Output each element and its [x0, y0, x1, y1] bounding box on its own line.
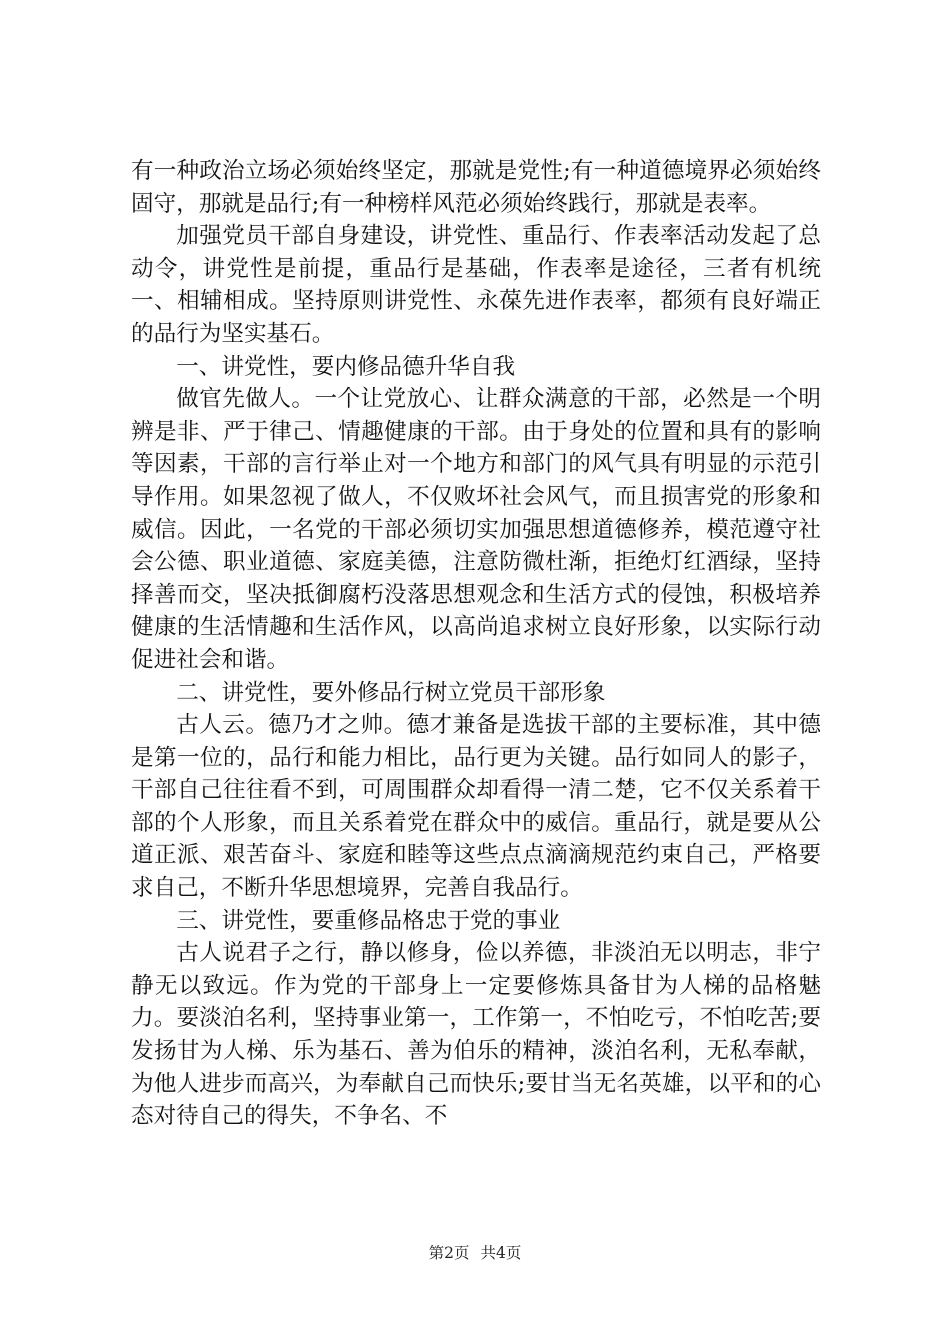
section-heading-1: 一、讲党性，要内修品德升华自我: [176, 353, 516, 380]
paragraph-section-1: 做官先做人。一个让党放心、让群众满意的干部，必然是一个明辨是非、严于律己、情趣健康的干部。由于身处的位置和具有的影响等因素，干部的言行举止对一个地方和部门的风气具有明显的示范引导作用。如果忽视了做人，不仅败坏社会风气，而且损害党的形象和威信。因此，一名党的干部必须切实加强思想道德修养，模范遵守社会公德、职业道德、家庭美德，注意防微杜渐，拒绝灯红酒绿，坚持择善而交，坚决抵御腐朽没落思想观念和生活方式的侵蚀，积极培养健康的生活情趣和生活作风，以高尚追求树立良好形象，以实际行动促进社会和谐。: [131, 386, 821, 673]
paragraph-section-2: 古人云。德乃才之帅。德才兼备是选拔干部的主要标准，其中德是第一位的，品行和能力相比，品行更为关键。品行如同人的影子，干部自己往往看不到，可周围群众却看得一清二楚，它不仅关系着干部的个人形象，而且关系着党在群众中的威信。重品行，就是要从公道正派、艰苦奋斗、家庭和睦等这些点点滴滴规范约束自己，严格要求自己，不断升华思想境界，完善自我品行。: [131, 712, 821, 902]
paragraph-intro: 有一种政治立场必须始终坚定，那就是党性;有一种道德境界必须始终固守，那就是品行;有一种榜样风范必须始终践行，那就是表率。: [131, 158, 821, 217]
document-body: [131, 155, 821, 1133]
page-total: 共4页: [480, 1244, 522, 1262]
section-heading-2: 二、讲党性，要外修品行树立党员干部形象: [176, 679, 606, 706]
section-heading-3: 三、讲党性，要重修品格忠于党的事业: [176, 907, 561, 934]
page-footer: [0, 1241, 950, 1263]
paragraph-overview: 加强党员干部自身建设，讲党性、重品行、作表率活动发起了总动令，讲党性是前提，重品行是基础，作表率是途径，三者有机统一、相辅相成。坚持原则讲党性、永葆先进作表率，都须有良好端正的品行为坚实基石。: [131, 223, 821, 347]
page-number: 第2页: [428, 1244, 470, 1262]
paragraph-section-3: 古人说君子之行，静以修身，俭以养德，非淡泊无以明志，非宁静无以致远。作为党的干部身上一定要修炼具备甘为人梯的品格魅力。要淡泊名利，坚持事业第一，工作第一，不怕吃亏，不怕吃苦;要发扬甘为人梯、乐为基石、善为伯乐的精神，淡泊名利，无私奉献，为他人进步而高兴，为奉献自己而快乐;要甘当无名英雄，以平和的心态对待自己的得失，不争名、不: [131, 940, 821, 1130]
